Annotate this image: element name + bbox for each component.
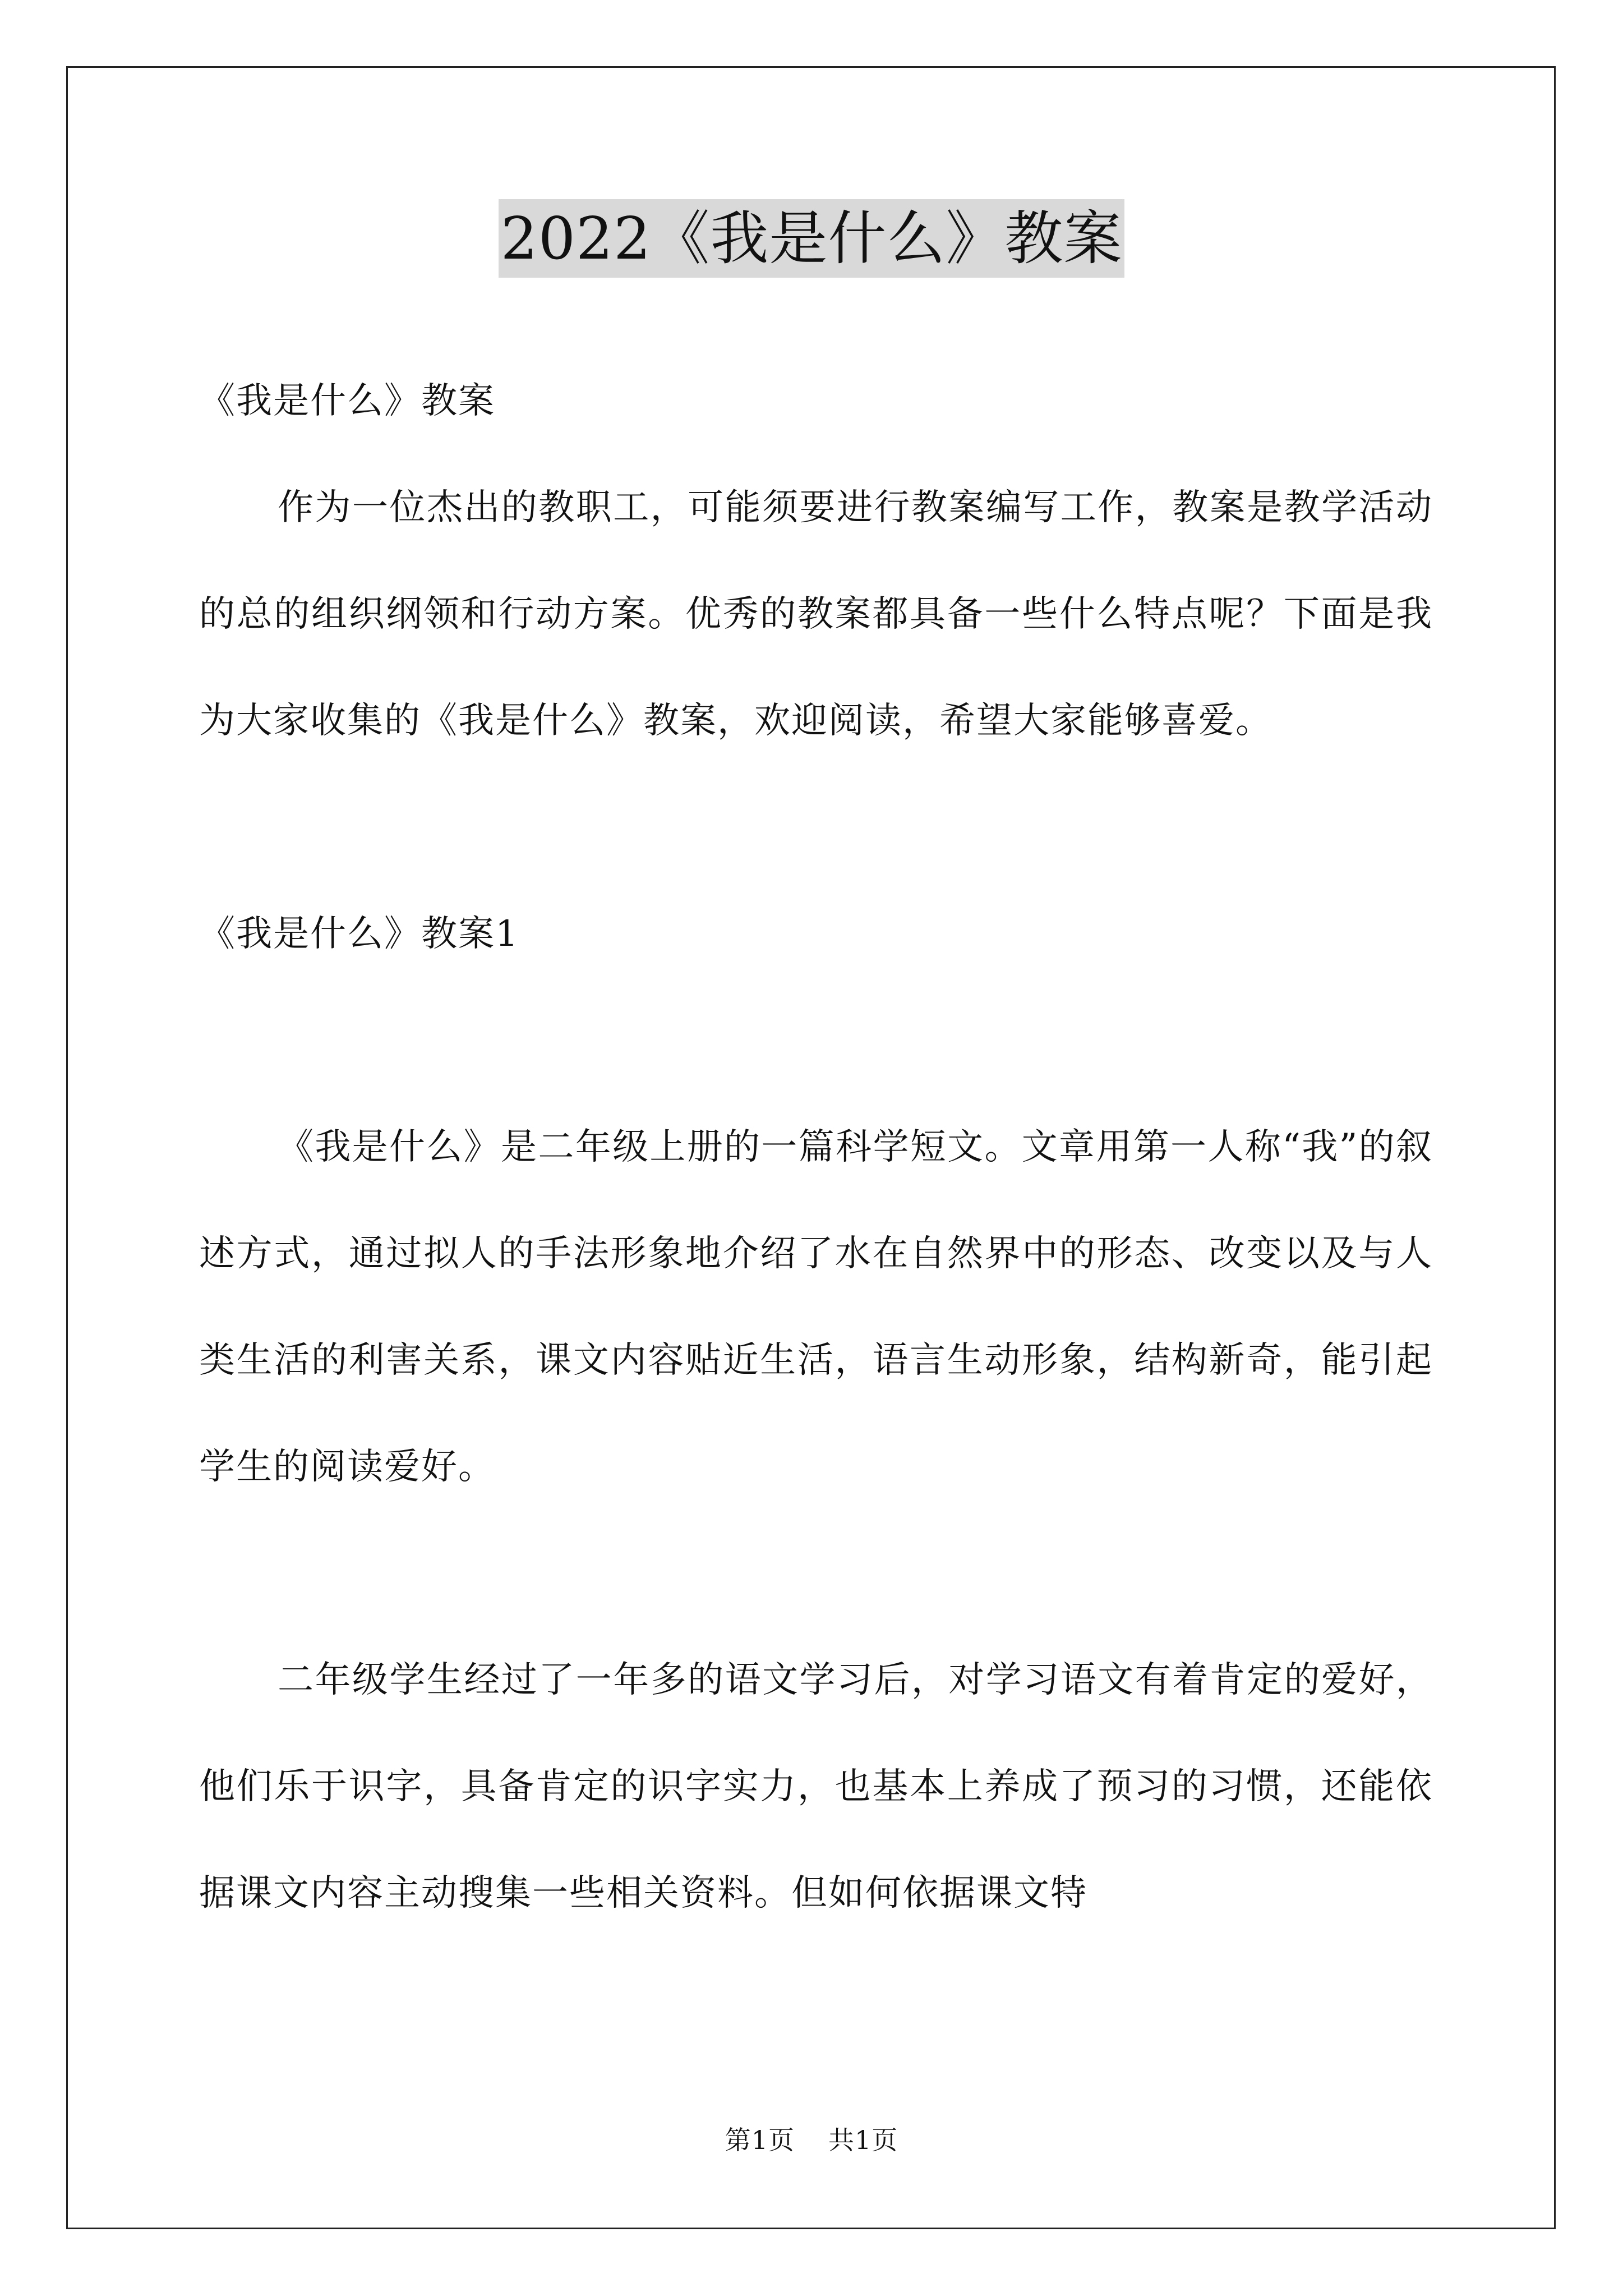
page-number-total: 共1页 — [828, 2125, 898, 2155]
section1-paragraph-1: 《我是什么》是二年级上册的一篇科学短文。文章用第一人称“我”的叙述方式，通过拟人的手法形象地介绍了水在自然界中的形态、改变以及与人类生活的利害关系，课文内容贴近生活，语言生动形象，结构新奇，能引起学生的阅读爱好。 — [199, 1126, 1433, 1488]
intro-paragraph: 作为一位杰出的教职工，可能须要进行教案编写工作，教案是教学活动的总的组织纲领和行动方案。优秀的教案都具备一些什么特点呢？下面是我为大家收集的《我是什么》教案，欢迎阅读，希望大家能够喜爱。 — [199, 487, 1433, 742]
spacer — [199, 774, 1433, 881]
spacer — [199, 1520, 1433, 1627]
document-body — [199, 348, 1433, 1947]
section1-paragraph-2: 二年级学生经过了一年多的语文学习后，对学习语文有着肯定的爱好，他们乐于识字，具备肯定的识字实力，也基本上养成了预习的习惯，还能依据课文内容主动搜集一些相关资料。但如何依据课文特 — [199, 1659, 1433, 1914]
section1-heading: 《我是什么》教案1 — [199, 913, 519, 955]
page-footer — [0, 2123, 1623, 2157]
spacer — [199, 987, 1433, 1094]
title-container — [0, 199, 1623, 278]
intro-heading: 《我是什么》教案 — [199, 380, 495, 422]
page-number-current: 第1页 — [725, 2125, 795, 2155]
document-title: 2022《我是什么》教案 — [499, 199, 1125, 278]
